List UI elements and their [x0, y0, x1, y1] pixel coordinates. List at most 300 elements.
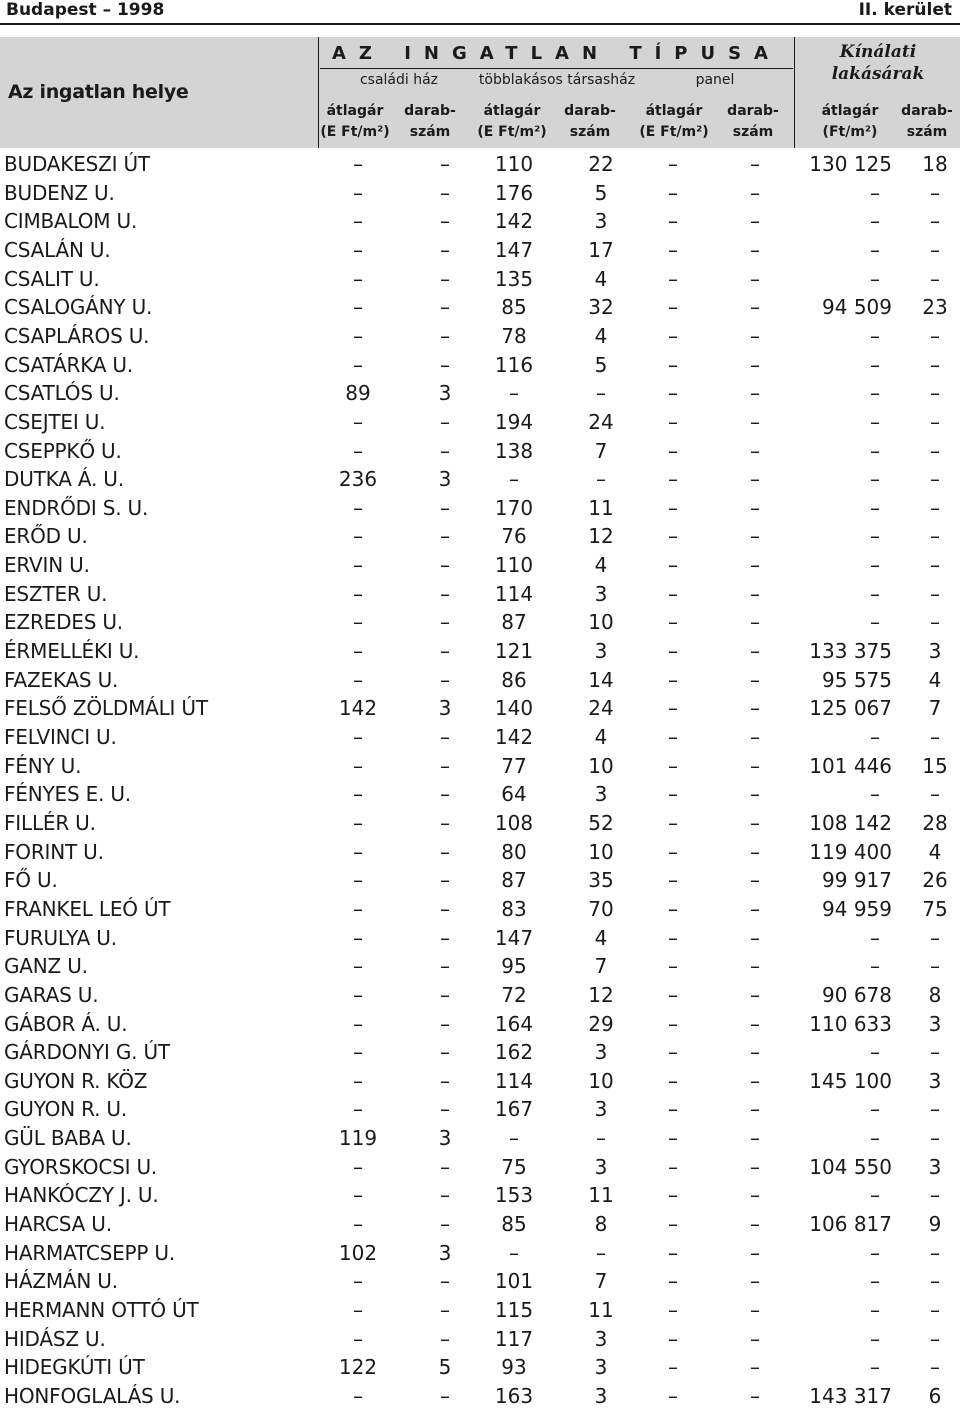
cell-offer-avg: 106 817 — [809, 1212, 892, 1237]
cell-offer-avg: 143 317 — [809, 1383, 892, 1408]
cell-panel-avg: – — [668, 495, 678, 520]
cell-offer-count: – — [930, 1126, 940, 1151]
cell-offer-avg: 145 100 — [809, 1068, 892, 1093]
cell-offer-avg: – — [870, 1269, 880, 1294]
cell-condo-count: 24 — [588, 696, 614, 721]
cell-condo-avg: 116 — [494, 352, 534, 377]
header-divider — [794, 37, 795, 148]
cell-condo-avg: 138 — [494, 438, 534, 463]
cell-offer-avg: 110 633 — [809, 1011, 892, 1036]
col-condo-avg: átlagár (E Ft/m²) — [477, 103, 547, 140]
cell-condo-count: 3 — [594, 1355, 608, 1380]
cell-condo-avg: 164 — [494, 1011, 534, 1036]
cell-offer-count: 15 — [922, 753, 948, 778]
cell-condo-avg: 64 — [501, 782, 527, 807]
cell-family-avg: – — [353, 1154, 363, 1179]
cell-offer-avg: – — [870, 1183, 880, 1208]
cell-family-avg: – — [353, 438, 363, 463]
cell-family-avg: 119 — [338, 1126, 378, 1151]
cell-family-count: 3 — [438, 696, 452, 721]
table-row — [0, 1124, 960, 1153]
cell-panel-count: – — [750, 295, 760, 320]
cell-offer-avg: – — [870, 725, 880, 749]
cell-family-avg: 236 — [338, 467, 378, 492]
cell-offer-avg: – — [870, 925, 880, 950]
street-name: GUYON R. U. — [4, 1097, 128, 1122]
cell-family-avg: – — [353, 1097, 363, 1122]
cell-offer-count: – — [930, 323, 940, 348]
cell-panel-avg: – — [668, 467, 678, 492]
table-row — [0, 780, 960, 809]
table-row — [0, 838, 960, 867]
cell-family-count: – — [440, 839, 450, 864]
street-name: FÉNY U. — [4, 753, 82, 778]
cell-panel-count: – — [750, 1097, 760, 1122]
cell-family-count: – — [440, 352, 450, 377]
cell-family-count: – — [440, 209, 450, 234]
table-row — [0, 494, 960, 523]
cell-panel-count: – — [750, 581, 760, 606]
cell-family-avg: 89 — [345, 381, 371, 406]
header-rule — [0, 23, 960, 25]
cell-offer-count: – — [930, 1183, 940, 1208]
cell-offer-count: – — [930, 1298, 940, 1322]
cell-panel-avg: – — [668, 725, 678, 749]
cell-panel-avg: – — [668, 925, 678, 950]
cell-panel-avg: – — [668, 1298, 678, 1322]
cell-family-avg: – — [353, 1068, 363, 1093]
cell-condo-count: 3 — [594, 782, 608, 807]
cell-offer-avg: – — [870, 524, 880, 549]
cell-offer-count: – — [930, 409, 940, 434]
table-row — [0, 207, 960, 236]
cell-condo-count: – — [596, 1240, 606, 1265]
street-name: CSEJTEI U. — [4, 409, 106, 434]
table-row — [0, 580, 960, 609]
cell-condo-count: 3 — [594, 209, 608, 234]
cell-offer-count: – — [930, 237, 940, 262]
cell-panel-avg: – — [668, 868, 678, 893]
cell-condo-count: 35 — [588, 868, 614, 893]
table-row — [0, 265, 960, 294]
cell-condo-count: 32 — [588, 295, 614, 320]
street-name: CIMBALOM U. — [4, 209, 138, 234]
group-family-house: családi ház — [359, 72, 439, 88]
street-name: ESZTER U. — [4, 581, 108, 606]
cell-offer-avg: – — [870, 1355, 880, 1380]
cell-offer-avg: – — [870, 1040, 880, 1065]
cell-offer-avg: 94 959 — [822, 896, 892, 921]
cell-condo-count: 4 — [594, 725, 608, 749]
cell-family-count: – — [440, 982, 450, 1007]
street-name: FORINT U. — [4, 839, 104, 864]
cell-panel-count: – — [750, 1383, 760, 1408]
cell-offer-avg: – — [870, 467, 880, 492]
cell-condo-avg: 85 — [501, 295, 527, 320]
cell-panel-count: – — [750, 1183, 760, 1208]
cell-panel-count: – — [750, 839, 760, 864]
cell-panel-avg: – — [668, 1097, 678, 1122]
cell-offer-count: – — [930, 954, 940, 979]
cell-panel-count: – — [750, 1068, 760, 1093]
cell-family-avg: – — [353, 152, 363, 176]
cell-condo-count: 4 — [594, 323, 608, 348]
cell-condo-avg: 75 — [501, 1154, 527, 1179]
cell-offer-count: – — [930, 495, 940, 520]
cell-family-avg: – — [353, 1383, 363, 1408]
cell-condo-count: 12 — [588, 524, 614, 549]
cell-condo-avg: 117 — [494, 1326, 534, 1351]
cell-offer-avg: – — [870, 323, 880, 348]
cell-family-count: – — [440, 409, 450, 434]
cell-offer-count: – — [930, 1040, 940, 1065]
table-row — [0, 551, 960, 580]
cell-family-count: – — [440, 725, 450, 749]
cell-family-avg: – — [353, 237, 363, 262]
cell-family-count: – — [440, 295, 450, 320]
cell-offer-count: 23 — [922, 295, 948, 320]
cell-offer-avg: – — [870, 495, 880, 520]
cell-family-avg: – — [353, 295, 363, 320]
publication-title: Budapest – 1998 — [6, 0, 165, 20]
cell-offer-avg: – — [870, 237, 880, 262]
street-name: BUDAKESZI ÚT — [4, 152, 150, 176]
cell-offer-avg: 133 375 — [809, 639, 892, 664]
cell-condo-count: – — [596, 381, 606, 406]
cell-offer-avg: – — [870, 1298, 880, 1322]
cell-panel-count: – — [750, 152, 760, 176]
cell-condo-count: 7 — [594, 954, 608, 979]
street-name: FRANKEL LEÓ ÚT — [4, 896, 171, 921]
cell-family-count: – — [440, 323, 450, 348]
cell-family-avg: – — [353, 982, 363, 1007]
cell-family-avg: – — [353, 352, 363, 377]
street-name: HARCSA U. — [4, 1212, 112, 1237]
cell-offer-count: – — [930, 467, 940, 492]
cell-family-count: – — [440, 524, 450, 549]
table-row — [0, 666, 960, 695]
cell-family-count: – — [440, 1097, 450, 1122]
cell-family-avg: – — [353, 180, 363, 205]
cell-condo-count: 3 — [594, 639, 608, 664]
cell-family-count: – — [440, 438, 450, 463]
cell-offer-avg: 95 575 — [822, 667, 892, 692]
cell-family-avg: – — [353, 209, 363, 234]
cell-condo-count: 11 — [588, 1298, 614, 1322]
cell-family-count: – — [440, 610, 450, 635]
cell-panel-count: – — [750, 180, 760, 205]
street-name: GUYON R. KÖZ — [4, 1068, 148, 1093]
cell-condo-avg: 153 — [494, 1183, 534, 1208]
cell-panel-avg: – — [668, 639, 678, 664]
district-label: II. kerület — [858, 0, 952, 20]
cell-family-avg: – — [353, 553, 363, 578]
cell-panel-count: – — [750, 753, 760, 778]
cell-offer-count: – — [930, 1240, 940, 1265]
cell-panel-count: – — [750, 1126, 760, 1151]
cell-panel-count: – — [750, 1269, 760, 1294]
cell-offer-avg: 130 125 — [809, 152, 892, 176]
cell-condo-avg: 87 — [501, 868, 527, 893]
cell-family-avg: – — [353, 1040, 363, 1065]
cell-panel-count: – — [750, 1355, 760, 1380]
group-condominium: többlakásos társasház — [478, 72, 636, 88]
cell-condo-count: 3 — [594, 581, 608, 606]
cell-condo-count: 12 — [588, 982, 614, 1007]
cell-panel-avg: – — [668, 152, 678, 176]
cell-condo-avg: 80 — [501, 839, 527, 864]
cell-family-avg: – — [353, 1011, 363, 1036]
cell-condo-avg: 162 — [494, 1040, 534, 1065]
cell-panel-avg: – — [668, 696, 678, 721]
cell-offer-avg: 119 400 — [809, 839, 892, 864]
cell-family-avg: 142 — [338, 696, 378, 721]
group-panel: panel — [695, 72, 735, 88]
col-condo-count: darab- szám — [564, 103, 616, 140]
cell-family-avg: – — [353, 1298, 363, 1322]
cell-family-count: – — [440, 237, 450, 262]
cell-family-count: – — [440, 1040, 450, 1065]
cell-condo-count: 24 — [588, 409, 614, 434]
cell-panel-avg: – — [668, 1326, 678, 1351]
street-name: ENDRŐDI S. U. — [4, 495, 149, 520]
cell-offer-count: – — [930, 352, 940, 377]
table-row — [0, 1181, 960, 1210]
cell-condo-avg: 87 — [501, 610, 527, 635]
cell-family-count: – — [440, 639, 450, 664]
cell-condo-avg: 78 — [501, 323, 527, 348]
cell-offer-avg: – — [870, 610, 880, 635]
cell-condo-avg: 83 — [501, 896, 527, 921]
street-name: GANZ U. — [4, 954, 88, 979]
cell-family-avg: – — [353, 868, 363, 893]
street-name: CSATLÓS U. — [4, 381, 120, 406]
table-row — [0, 723, 960, 752]
cell-panel-avg: – — [668, 1154, 678, 1179]
col-family-count: darab- szám — [404, 103, 456, 140]
cell-family-avg: – — [353, 581, 363, 606]
cell-offer-count: – — [930, 1097, 940, 1122]
cell-offer-avg: – — [870, 1326, 880, 1351]
cell-condo-count: 10 — [588, 610, 614, 635]
cell-family-count: – — [440, 495, 450, 520]
cell-condo-count: 14 — [588, 667, 614, 692]
table-row — [0, 1095, 960, 1124]
cell-condo-avg: 140 — [494, 696, 534, 721]
cell-condo-count: 52 — [588, 810, 614, 835]
cell-panel-count: – — [750, 868, 760, 893]
cell-panel-avg: – — [668, 782, 678, 807]
cell-panel-count: – — [750, 1326, 760, 1351]
cell-offer-count: 8 — [928, 982, 942, 1007]
table-row — [0, 637, 960, 666]
cell-family-avg: 122 — [338, 1355, 378, 1380]
cell-panel-avg: – — [668, 524, 678, 549]
cell-panel-count: – — [750, 639, 760, 664]
street-name: CSAPLÁROS U. — [4, 323, 150, 348]
cell-condo-count: 3 — [594, 1383, 608, 1408]
cell-family-count: – — [440, 553, 450, 578]
cell-panel-count: – — [750, 1240, 760, 1265]
table-row — [0, 465, 960, 494]
cell-offer-count: 75 — [922, 896, 948, 921]
cell-panel-avg: – — [668, 295, 678, 320]
cell-family-count: – — [440, 152, 450, 176]
cell-condo-avg: 114 — [494, 1068, 534, 1093]
cell-family-avg: – — [353, 639, 363, 664]
table-row — [0, 752, 960, 781]
cell-family-avg: – — [353, 610, 363, 635]
cell-offer-avg: – — [870, 381, 880, 406]
cell-family-avg: – — [353, 1183, 363, 1208]
cell-panel-count: – — [750, 610, 760, 635]
cell-condo-avg: 101 — [494, 1269, 534, 1294]
table-row — [0, 1010, 960, 1039]
street-name: HÁZMÁN U. — [4, 1269, 118, 1294]
cell-panel-count: – — [750, 438, 760, 463]
street-name: HIDÁSZ U. — [4, 1326, 106, 1351]
table-row — [0, 608, 960, 637]
property-types-title: AZ INGATLAN TÍPUSA — [331, 43, 781, 64]
cell-family-count: – — [440, 581, 450, 606]
cell-condo-avg: 142 — [494, 209, 534, 234]
cell-offer-count: 4 — [928, 667, 942, 692]
table-row — [0, 924, 960, 953]
cell-offer-count: 26 — [922, 868, 948, 893]
cell-panel-avg: – — [668, 438, 678, 463]
cell-offer-avg: – — [870, 438, 880, 463]
cell-condo-avg: 147 — [494, 237, 534, 262]
cell-offer-count: – — [930, 925, 940, 950]
street-name: FURULYA U. — [4, 925, 117, 950]
cell-family-count: – — [440, 810, 450, 835]
cell-panel-avg: – — [668, 381, 678, 406]
table-row — [0, 322, 960, 351]
cell-offer-count: – — [930, 209, 940, 234]
cell-family-count: – — [440, 1383, 450, 1408]
cell-condo-avg: – — [509, 1126, 519, 1151]
cell-panel-count: – — [750, 237, 760, 262]
cell-panel-count: – — [750, 323, 760, 348]
cell-condo-avg: 95 — [501, 954, 527, 979]
cell-panel-count: – — [750, 1040, 760, 1065]
cell-condo-avg: – — [509, 467, 519, 492]
cell-condo-count: – — [596, 1126, 606, 1151]
cell-offer-count: – — [930, 180, 940, 205]
cell-condo-count: 3 — [594, 1326, 608, 1351]
cell-offer-count: 3 — [928, 1068, 942, 1093]
cell-family-avg: – — [353, 782, 363, 807]
cell-panel-avg: – — [668, 839, 678, 864]
cell-offer-count: 9 — [928, 1212, 942, 1237]
cell-family-count: – — [440, 266, 450, 291]
cell-offer-count: 4 — [928, 839, 942, 864]
cell-condo-count: 7 — [594, 1269, 608, 1294]
street-name: CSALIT U. — [4, 266, 100, 291]
cell-offer-count: – — [930, 266, 940, 291]
cell-condo-avg: 110 — [494, 553, 534, 578]
cell-panel-count: – — [750, 266, 760, 291]
cell-family-avg: – — [353, 1212, 363, 1237]
table-row — [0, 952, 960, 981]
street-name: CSALOGÁNY U. — [4, 295, 153, 320]
cell-family-avg: – — [353, 753, 363, 778]
street-name: GÁRDONYI G. ÚT — [4, 1040, 170, 1065]
cell-offer-avg: – — [870, 352, 880, 377]
cell-condo-avg: 170 — [494, 495, 534, 520]
table-row — [0, 866, 960, 895]
cell-condo-count: 10 — [588, 753, 614, 778]
cell-family-avg: – — [353, 323, 363, 348]
cell-family-count: – — [440, 180, 450, 205]
cell-family-count: – — [440, 1212, 450, 1237]
cell-offer-count: – — [930, 524, 940, 549]
cell-family-count: 5 — [438, 1355, 452, 1380]
cell-condo-avg: 163 — [494, 1383, 534, 1408]
cell-condo-avg: 110 — [494, 152, 534, 176]
cell-condo-count: 5 — [594, 180, 608, 205]
street-name: GÁBOR Á. U. — [4, 1011, 128, 1036]
street-name: ERŐD U. — [4, 524, 88, 549]
cell-panel-count: – — [750, 467, 760, 492]
cell-family-count: – — [440, 782, 450, 807]
cell-offer-avg: 125 067 — [809, 696, 892, 721]
cell-offer-avg: 104 550 — [809, 1154, 892, 1179]
table-row — [0, 1153, 960, 1182]
street-name: FŐ U. — [4, 868, 58, 893]
street-name: GYORSKOCSI U. — [4, 1154, 158, 1179]
cell-family-avg: – — [353, 839, 363, 864]
street-name: FILLÉR U. — [4, 810, 96, 835]
cell-offer-avg: 99 917 — [822, 868, 892, 893]
cell-family-avg: – — [353, 495, 363, 520]
street-name: CSEPPKŐ U. — [4, 438, 122, 463]
cell-family-avg: – — [353, 266, 363, 291]
street-name: FELSŐ ZÖLDMÁLI ÚT — [4, 696, 208, 721]
cell-family-count: 3 — [438, 1240, 452, 1265]
cell-panel-count: – — [750, 810, 760, 835]
table-row — [0, 1382, 960, 1411]
cell-condo-avg: 86 — [501, 667, 527, 692]
street-name: FÉNYES E. U. — [4, 782, 131, 807]
cell-panel-count: – — [750, 725, 760, 749]
cell-family-count: – — [440, 1011, 450, 1036]
table-row — [0, 1210, 960, 1239]
cell-family-count: – — [440, 753, 450, 778]
cell-offer-avg: – — [870, 266, 880, 291]
cell-panel-avg: – — [668, 323, 678, 348]
cell-condo-avg: 135 — [494, 266, 534, 291]
cell-condo-avg: 147 — [494, 925, 534, 950]
cell-condo-avg: 76 — [501, 524, 527, 549]
cell-condo-avg: 108 — [494, 810, 534, 835]
cell-panel-avg: – — [668, 896, 678, 921]
cell-panel-count: – — [750, 524, 760, 549]
cell-condo-avg: 114 — [494, 581, 534, 606]
cell-family-avg: – — [353, 1269, 363, 1294]
street-name: FELVINCI U. — [4, 725, 117, 749]
col-family-avg: átlagár (E Ft/m²) — [320, 103, 390, 140]
table-row — [0, 379, 960, 408]
cell-offer-avg: – — [870, 581, 880, 606]
table-row — [0, 694, 960, 723]
cell-panel-avg: – — [668, 667, 678, 692]
table-row — [0, 351, 960, 380]
cell-condo-avg: 85 — [501, 1212, 527, 1237]
cell-family-avg: 102 — [338, 1240, 378, 1265]
cell-panel-count: – — [750, 352, 760, 377]
cell-condo-count: 11 — [588, 495, 614, 520]
